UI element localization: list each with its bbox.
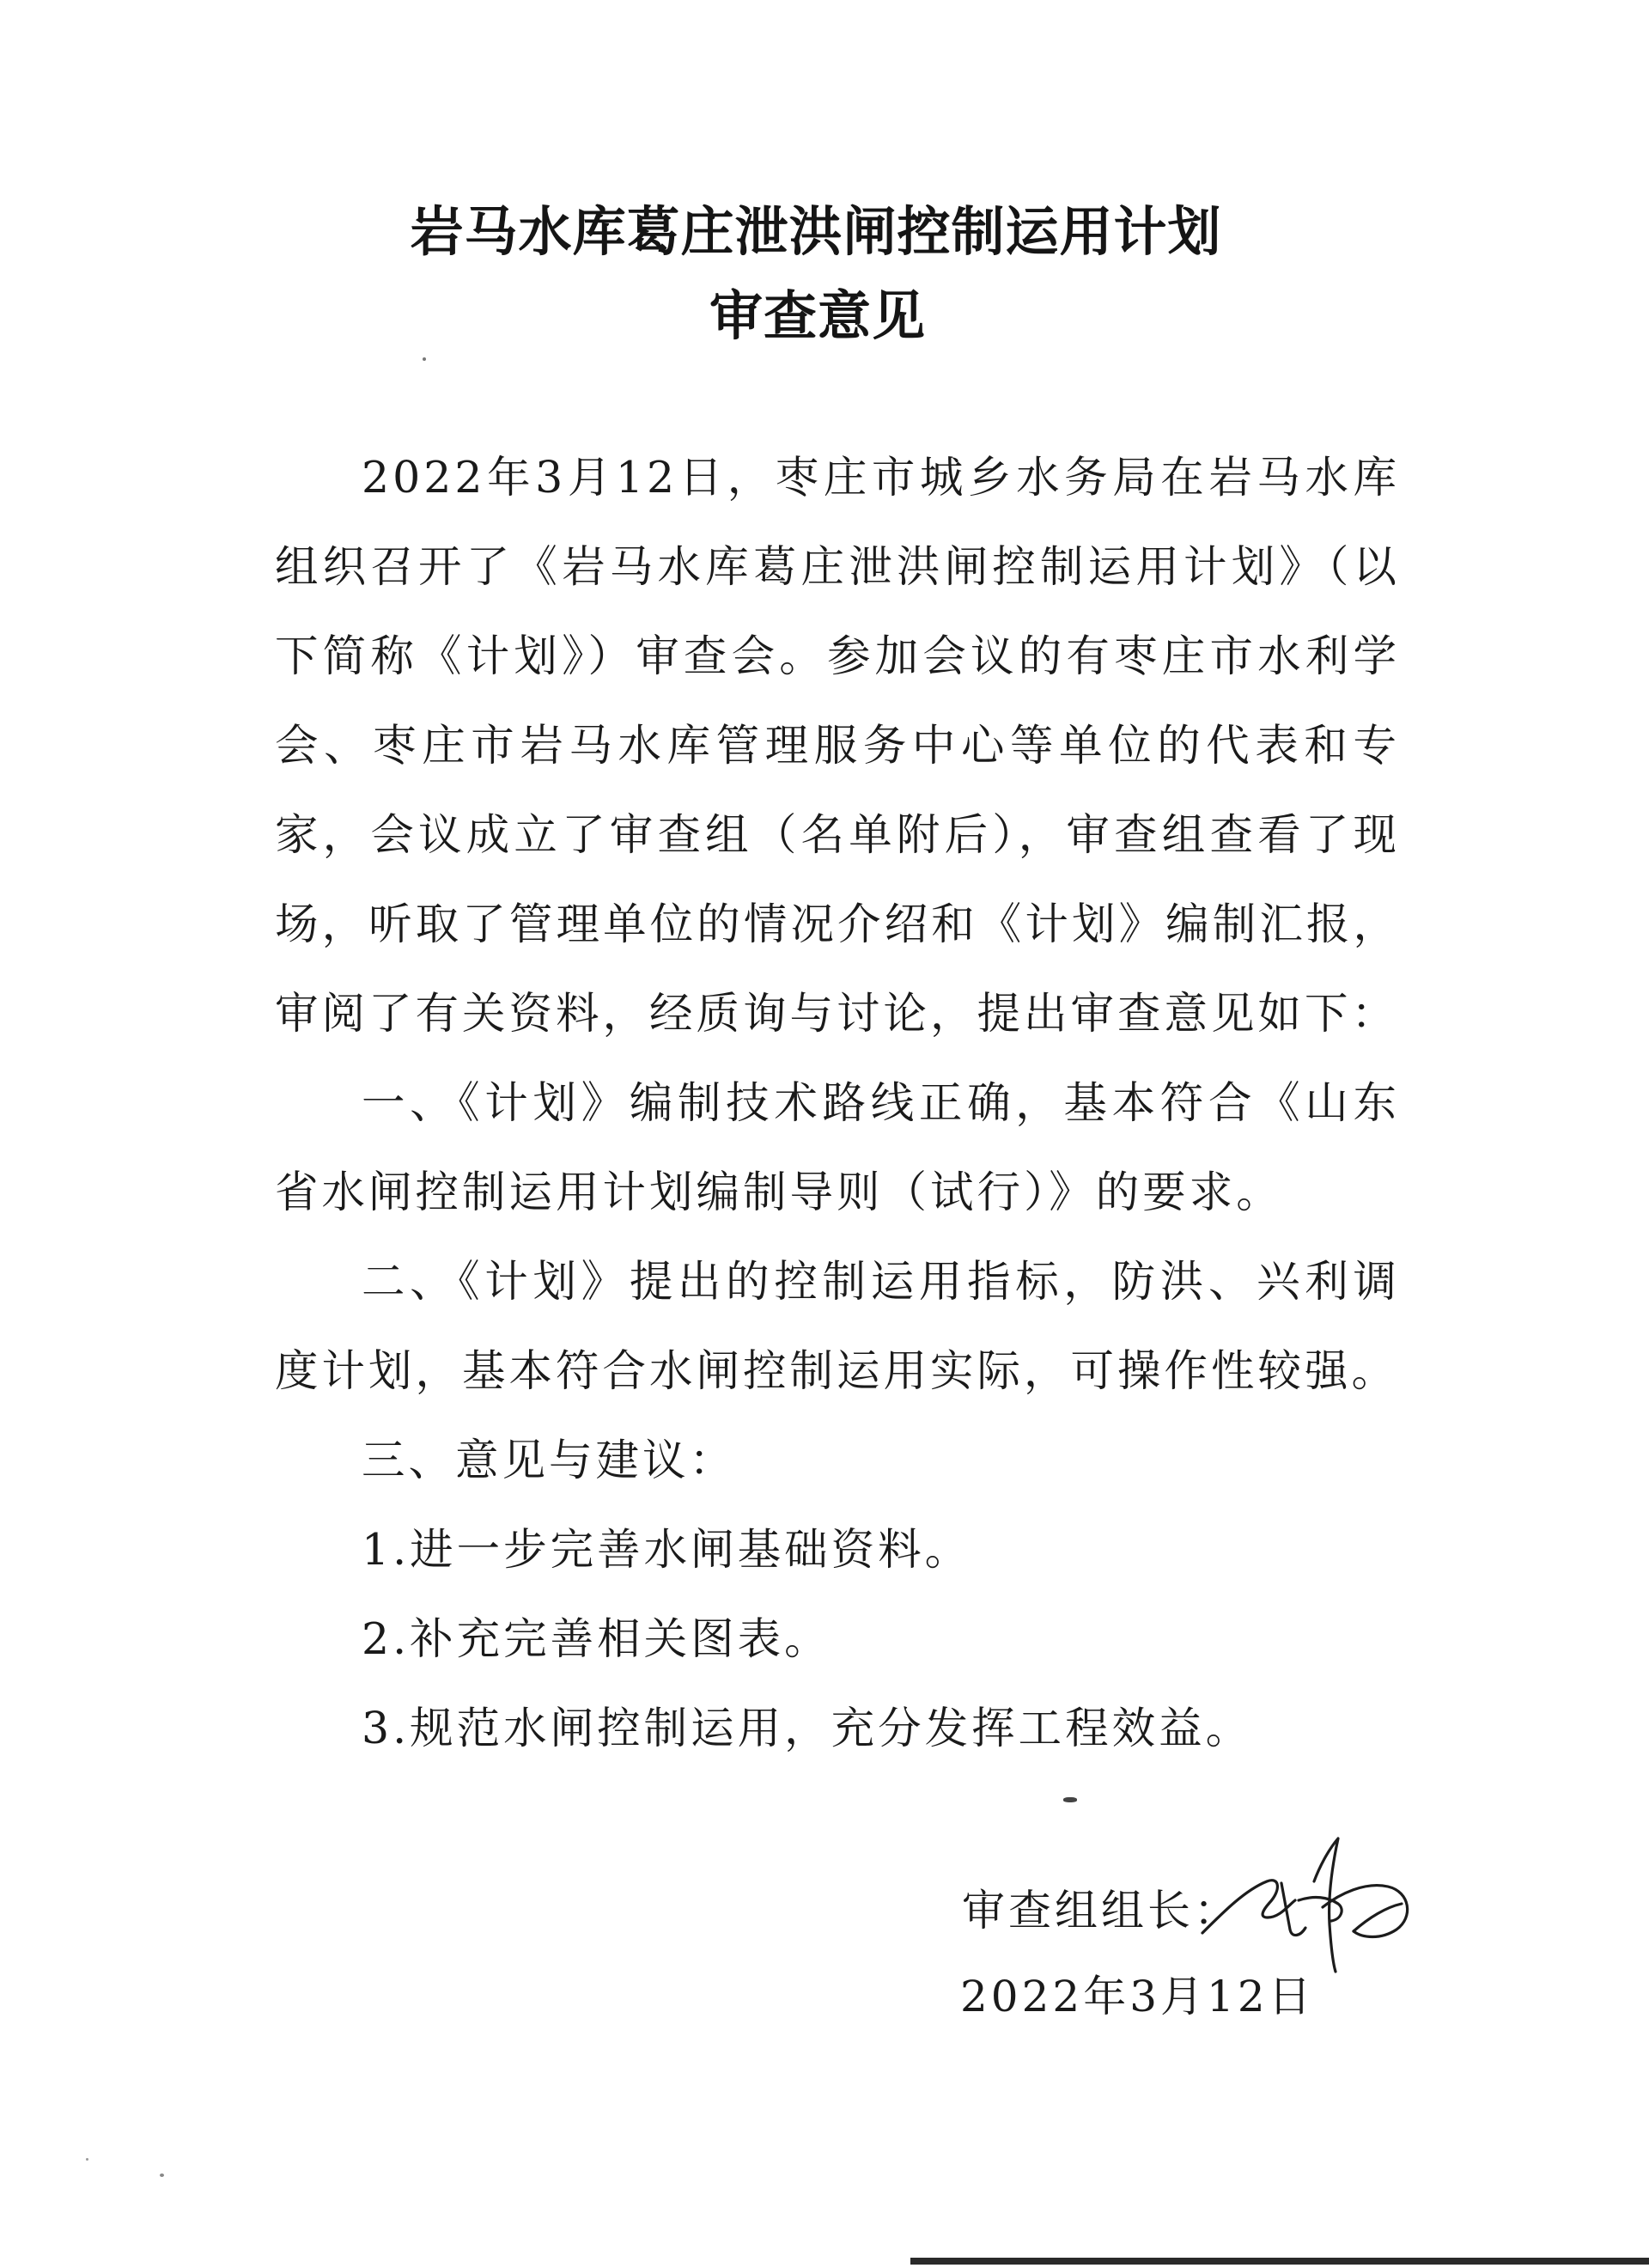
suggestion-item-2: 2.补充完善相关图表。 (362, 1613, 831, 1664)
document-subtitle: 审查意见 (709, 284, 926, 347)
opinion-paragraph-2: 二、《计划》提出的控制运用指标，防洪、兴利调度计划，基本符合水闸控制运用实际，可操作性较强。 (275, 1256, 1400, 1396)
intro-paragraph: 2022年3月12日，枣庄市城乡水务局在岩马水库组织召开了《岩马水库葛庄泄洪闸控制运用计划》（以下简称《计划》）审查会。参加会议的有枣庄市水利学会、枣庄市岩马水库管理服务中心等单位的代表和专家，会议成立了审查组（名单附后），审查组查看了现场，听取了管理单位的情况介绍和《计划》编制汇报，审阅了有关资料，经质询与讨论，提出审查意见如下： (275, 452, 1400, 1039)
opinion-paragraph-3: 三、意见与建议： (362, 1435, 736, 1485)
scan-speck (160, 2174, 164, 2177)
opinion-paragraph-1: 一、《计划》编制技术路线正确，基本符合《山东省水闸控制运用计划编制导则（试行）》的要求。 (275, 1077, 1400, 1217)
suggestion-item-3: 3.规范水闸控制运用，充分发挥工程效益。 (362, 1703, 1253, 1753)
scan-speck (86, 2158, 88, 2161)
handwritten-signature (1185, 1821, 1443, 1976)
document-title: 岩马水库葛庄泄洪闸控制运用计划 (410, 200, 1222, 263)
scan-bottom-edge (910, 2258, 1649, 2265)
scan-speck (1063, 1797, 1077, 1802)
signer-label: 审查组组长： (962, 1886, 1240, 1936)
document-body (275, 433, 1400, 1773)
document-date: 2022年3月12日 (960, 1972, 1315, 2021)
suggestion-item-1: 1.进一步完善水闸基础资料。 (362, 1524, 972, 1575)
scan-speck (423, 357, 426, 361)
